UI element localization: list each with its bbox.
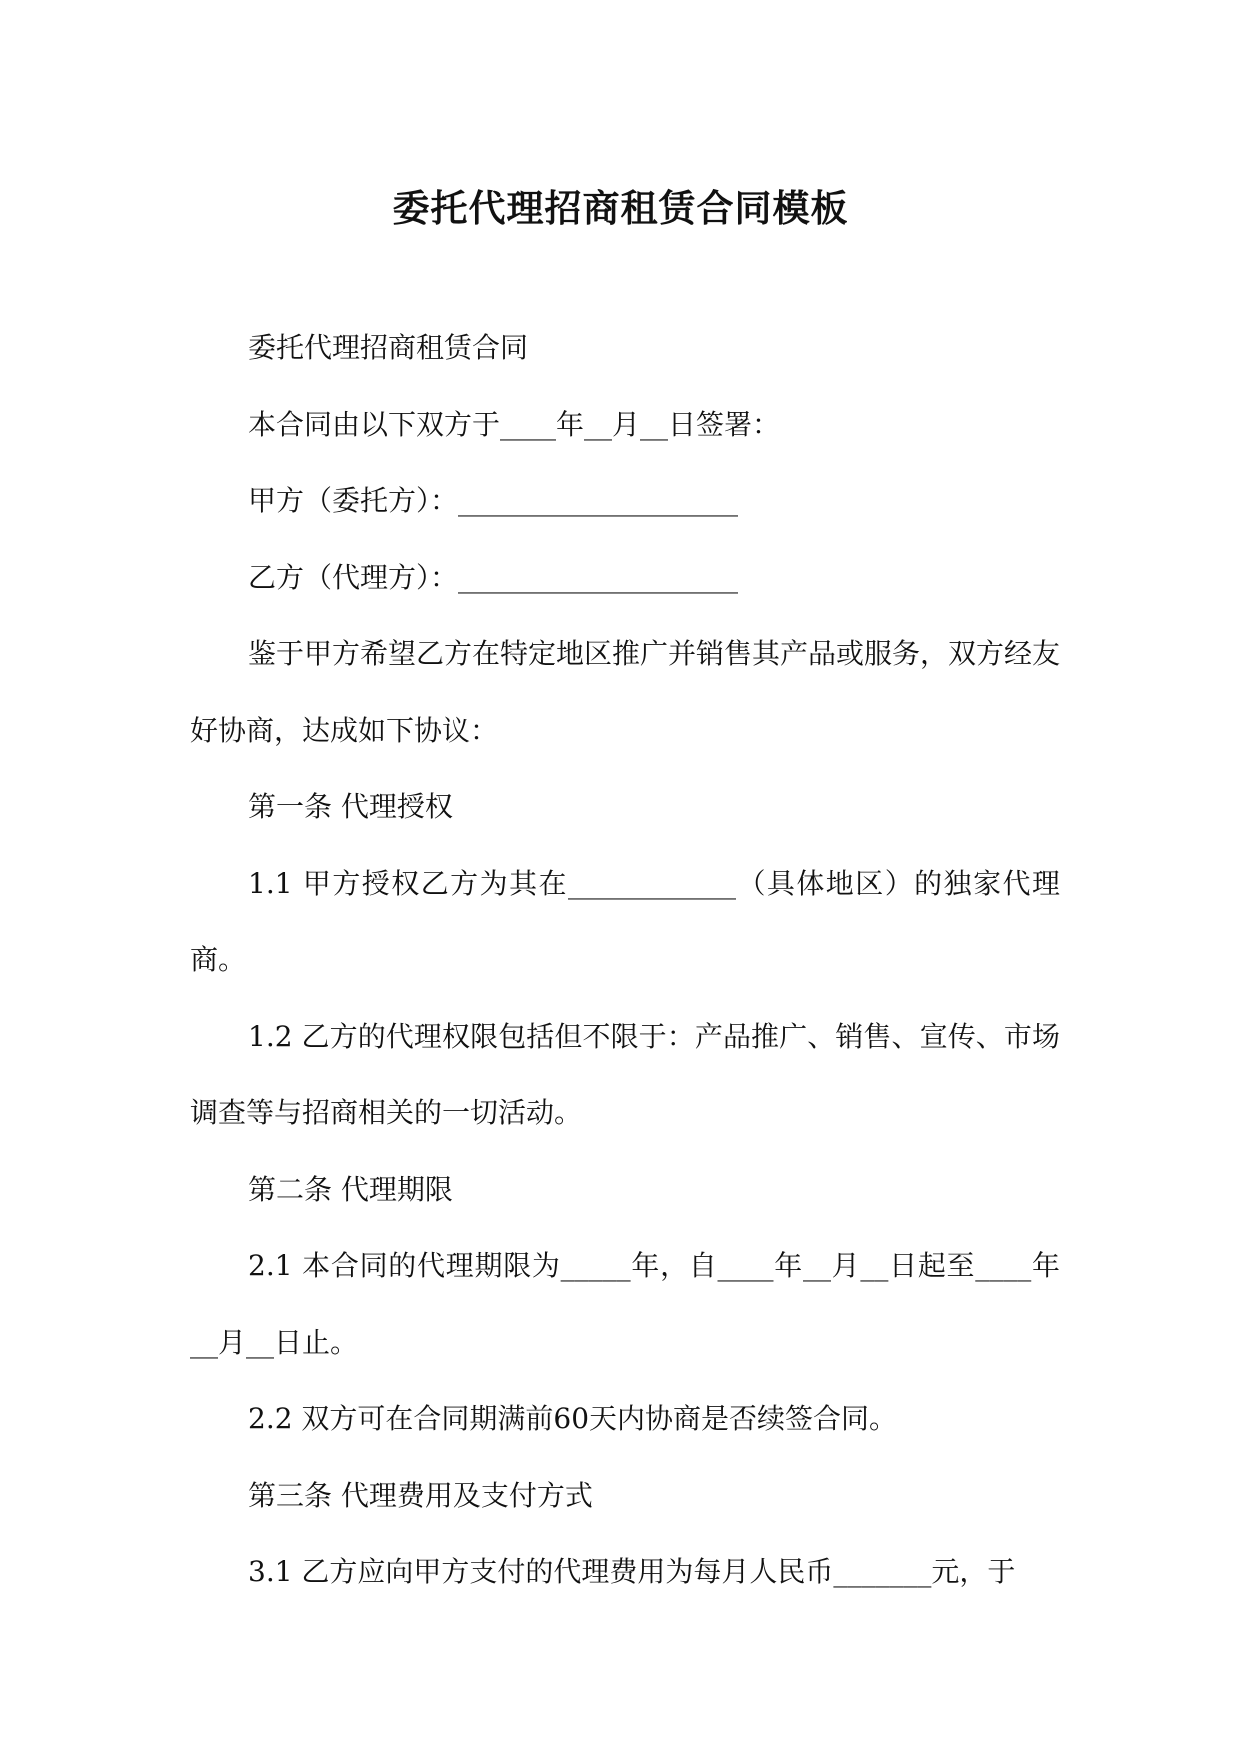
paragraph-party-b: 乙方（代理方）：____________________ bbox=[248, 560, 739, 594]
clause-2-1: 2.1 本合同的代理期限为_____年，自____年__月__日起至____年__月__日止。 bbox=[190, 1249, 1060, 1359]
clause-1-1: 1.1 甲方授权乙方为其在____________（具体地区）的独家代理商。 bbox=[190, 866, 1060, 976]
paragraph-party-a: 甲方（委托方）：____________________ bbox=[248, 484, 739, 517]
section-heading-3: 第三条 代理费用及支付方式 bbox=[248, 1478, 593, 1512]
section-heading-2: 第二条 代理期限 bbox=[248, 1172, 453, 1206]
paragraph-signing-date: 本合同由以下双方于____年__月__日签署： bbox=[248, 407, 781, 441]
document-title: 委托代理招商租赁合同模板 bbox=[392, 186, 849, 230]
clause-3-1: 3.1 乙方应向甲方支付的代理费用为每月人民币_______元，于 bbox=[248, 1555, 1016, 1588]
clause-2-2: 2.2 双方可在合同期满前60天内协商是否续签合同。 bbox=[248, 1402, 898, 1435]
paragraph-preamble: 鉴于甲方希望乙方在特定地区推广并销售其产品或服务，双方经友好协商，达成如下协议： bbox=[190, 637, 1061, 747]
section-heading-1: 第一条 代理授权 bbox=[248, 790, 453, 823]
paragraph-contract-name: 委托代理招商租赁合同 bbox=[248, 331, 529, 364]
clause-1-2: 1.2 乙方的代理权限包括但不限于：产品推广、销售、宣传、市场调查等与招商相关的一切活动。 bbox=[190, 1019, 1060, 1129]
document-body bbox=[190, 310, 1060, 1611]
